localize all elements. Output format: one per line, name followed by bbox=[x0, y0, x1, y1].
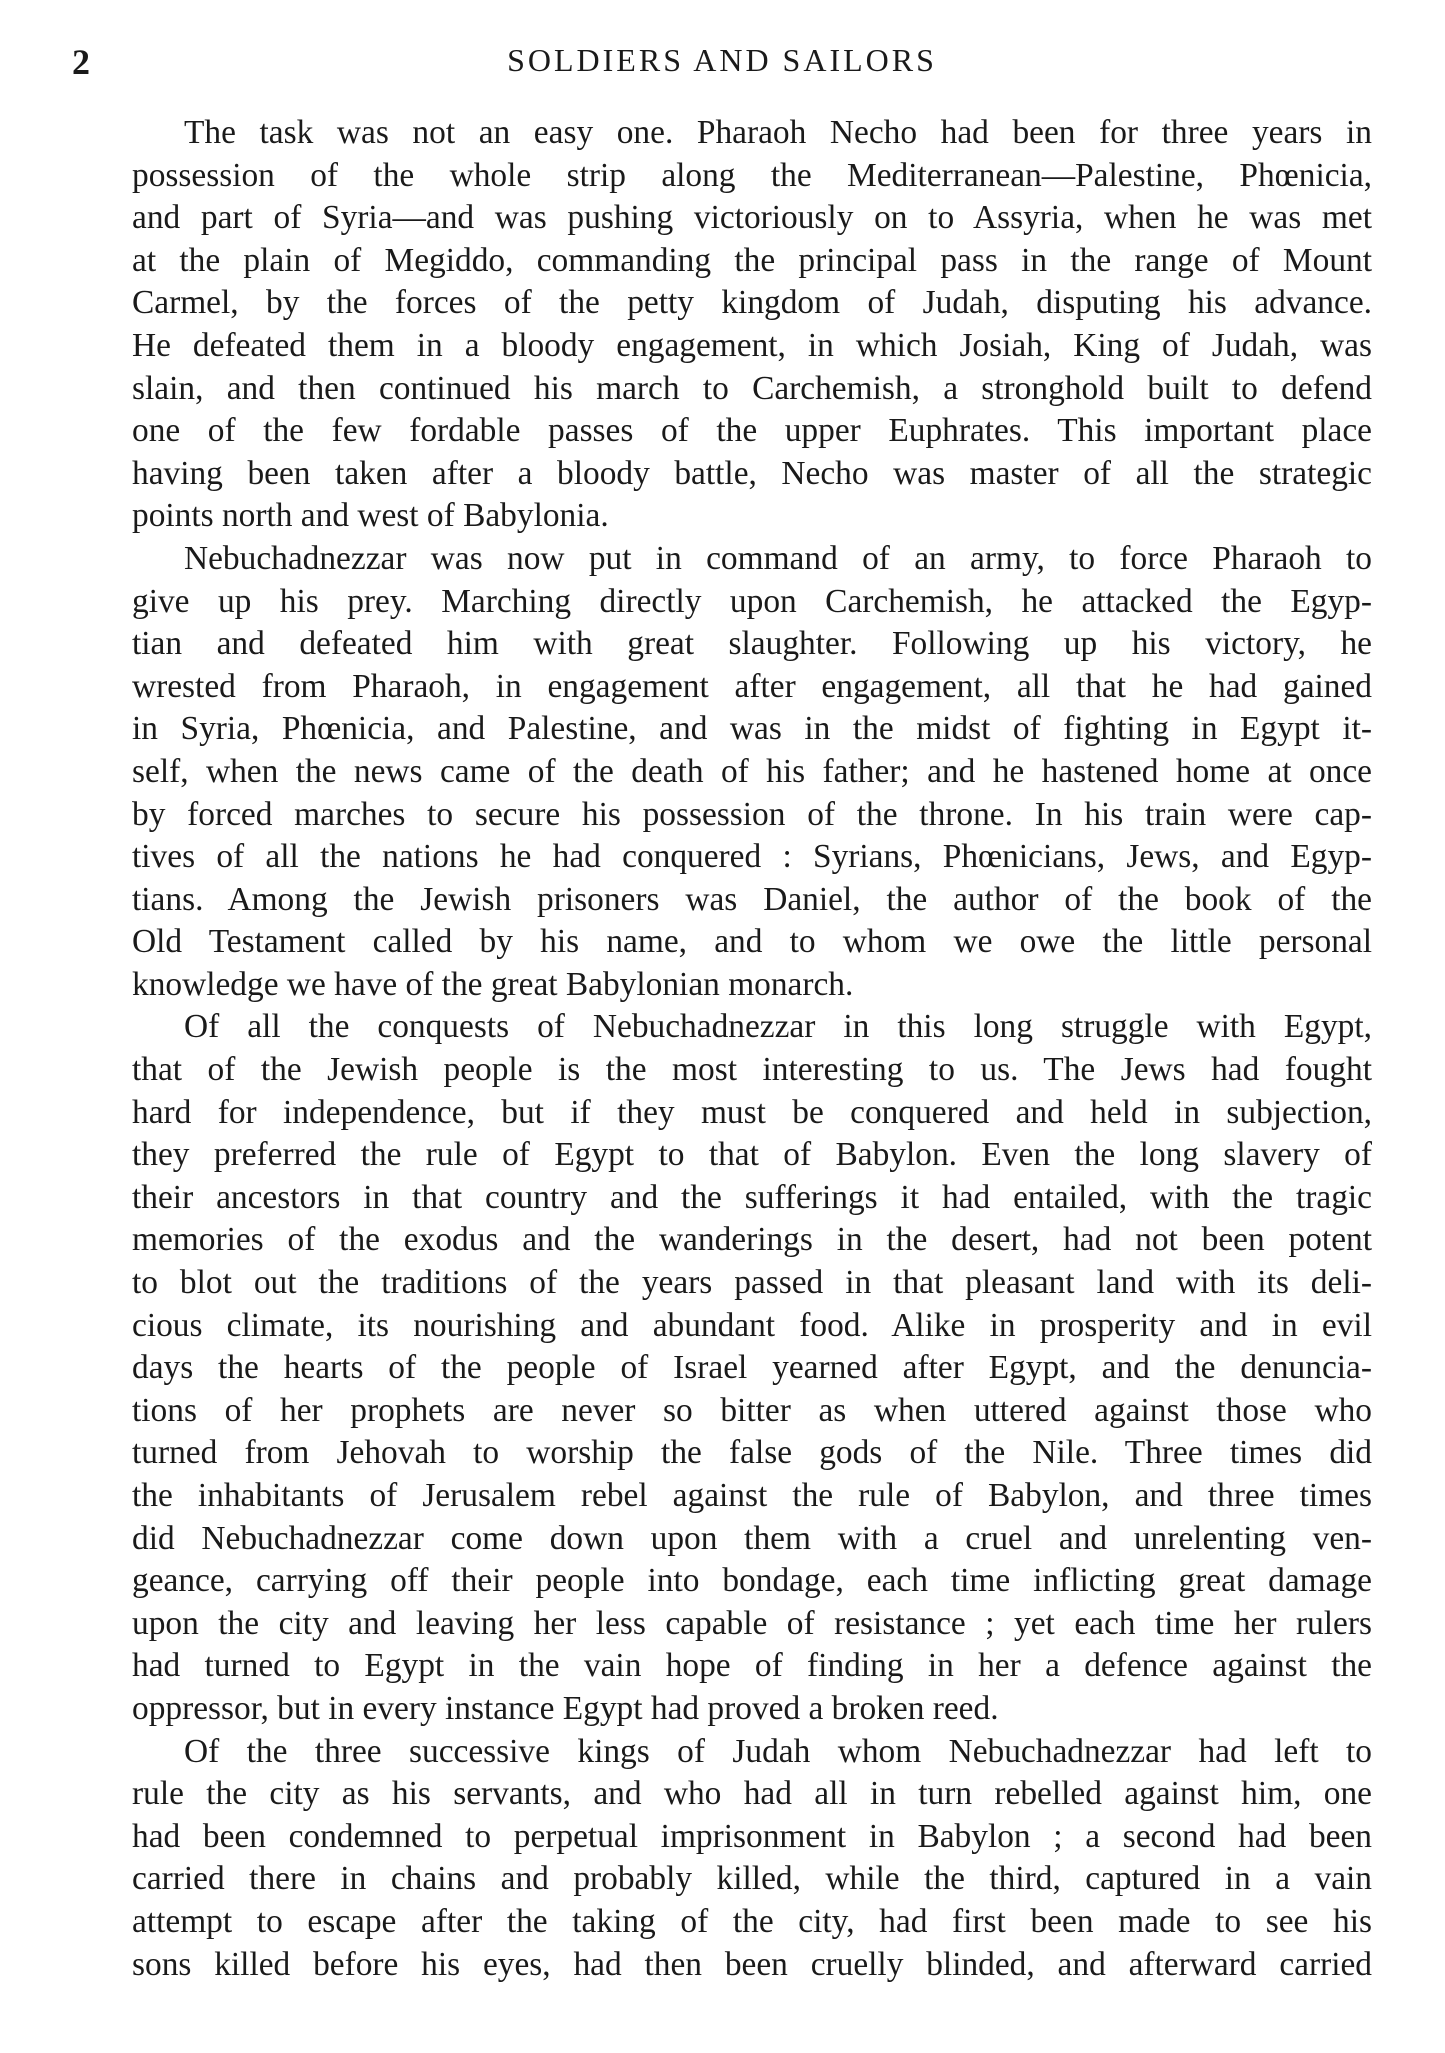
text-line: tian and defeated him with great slaughter. Following up his victory, he bbox=[132, 625, 1372, 663]
text-line: had been condemned to perpetual imprisonment in Babylon ; a second had been bbox=[132, 1817, 1372, 1855]
text-line: turned from Jehovah to worship the false gods of the Nile. Three times did bbox=[132, 1434, 1372, 1472]
paragraph bbox=[72, 1731, 1372, 1987]
body-text bbox=[72, 112, 1372, 1986]
text-line: Of the three successive kings of Judah whom Nebuchadnezzar had left to bbox=[184, 1732, 1372, 1770]
text-line: that of the Jewish people is the most interesting to us. The Jews had fought bbox=[132, 1051, 1372, 1089]
page-header bbox=[72, 40, 1372, 100]
text-line: carried there in chains and probably killed, while the third, captured in a vain bbox=[132, 1860, 1372, 1898]
text-line: tives of all the nations he had conquered : Syrians, Phœnicians, Jews, and Egyp- bbox=[132, 838, 1372, 876]
paragraph bbox=[72, 1006, 1372, 1730]
text-line: by forced marches to secure his possession of the throne. In his train were cap- bbox=[132, 795, 1372, 833]
text-line: points north and west of Babylonia. bbox=[132, 497, 609, 535]
text-line: Of all the conquests of Nebuchadnezzar in this long struggle with Egypt, bbox=[184, 1008, 1372, 1046]
text-line: the inhabitants of Jerusalem rebel against the rule of Babylon, and three times bbox=[132, 1477, 1372, 1514]
text-line: attempt to escape after the taking of the city, had first been made to see his bbox=[132, 1902, 1372, 1940]
text-line: upon the city and leaving her less capable of resistance ; yet each time her rulers bbox=[132, 1604, 1372, 1642]
text-line: possession of the whole strip along the Mediterranean—Palestine, Phœnicia, bbox=[132, 156, 1372, 194]
text-line: hard for independence, but if they must be conquered and held in subjection, bbox=[132, 1093, 1372, 1131]
text-line: tions of her prophets are never so bitter as when uttered against those who bbox=[132, 1391, 1372, 1429]
text-line: to blot out the traditions of the years passed in that pleasant land with its deli- bbox=[132, 1264, 1372, 1302]
text-line: having been taken after a bloody battle, Necho was master of all the strategic bbox=[132, 454, 1372, 492]
text-line: memories of the exodus and the wanderings in the desert, had not been potent bbox=[132, 1221, 1372, 1259]
paragraph bbox=[72, 112, 1372, 538]
text-line: He defeated them in a bloody engagement, in which Josiah, King of Judah, was bbox=[132, 326, 1372, 364]
text-line: tians. Among the Jewish prisoners was Daniel, the author of the book of the bbox=[132, 880, 1372, 918]
text-line: at the plain of Megiddo, commanding the principal pass in the range of Mount bbox=[132, 241, 1372, 279]
text-line: their ancestors in that country and the sufferings it had entailed, with the tragic bbox=[132, 1178, 1372, 1216]
text-line: self, when the news came of the death of his father; and he hastened home at once bbox=[132, 752, 1372, 790]
text-line: Old Testament called by his name, and to whom we owe the little personal bbox=[132, 923, 1372, 961]
text-line: slain, and then continued his march to Carchemish, a stronghold built to defend bbox=[132, 369, 1372, 407]
text-line: cious climate, its nourishing and abundant food. Alike in prosperity and in evil bbox=[132, 1306, 1372, 1344]
text-line: rule the city as his servants, and who had all in turn rebelled against him, one bbox=[132, 1775, 1372, 1813]
text-line: one of the few fordable passes of the upper Euphrates. This important place bbox=[132, 412, 1372, 450]
text-line: in Syria, Phœnicia, and Palestine, and was in the midst of fighting in Egypt it- bbox=[132, 710, 1372, 748]
text-line: The task was not an easy one. Pharaoh Necho had been for three years in bbox=[184, 114, 1372, 151]
text-line: geance, carrying off their people into bondage, each time inflicting great damage bbox=[132, 1562, 1372, 1600]
text-line: had turned to Egypt in the vain hope of finding in her a defence against the bbox=[132, 1647, 1372, 1685]
text-line: knowledge we have of the great Babylonian monarch. bbox=[132, 965, 854, 1003]
text-line: sons killed before his eyes, had then been cruelly blinded, and afterward carried bbox=[132, 1945, 1372, 1983]
text-line: and part of Syria—and was pushing victoriously on to Assyria, when he was met bbox=[132, 199, 1372, 237]
page-number: 2 bbox=[72, 42, 90, 82]
text-line: days the hearts of the people of Israel yearned after Egypt, and the denuncia- bbox=[132, 1349, 1372, 1387]
text-line: they preferred the rule of Egypt to that of Babylon. Even the long slavery of bbox=[132, 1136, 1372, 1174]
text-line: oppressor, but in every instance Egypt had proved a broken reed. bbox=[132, 1689, 999, 1727]
running-head: SOLDIERS AND SAILORS bbox=[507, 42, 937, 78]
text-line: give up his prey. Marching directly upon Carchemish, he attacked the Egyp- bbox=[132, 582, 1372, 620]
text-line: Nebuchadnezzar was now put in command of an army, to force Pharaoh to bbox=[184, 539, 1372, 577]
paragraph bbox=[72, 538, 1372, 1007]
text-line: did Nebuchadnezzar come down upon them with a cruel and unrelenting ven- bbox=[132, 1519, 1372, 1557]
text-line: wrested from Pharaoh, in engagement after engagement, all that he had gained bbox=[132, 667, 1372, 705]
text-line: Carmel, by the forces of the petty kingdom of Judah, disputing his advance. bbox=[132, 284, 1372, 322]
